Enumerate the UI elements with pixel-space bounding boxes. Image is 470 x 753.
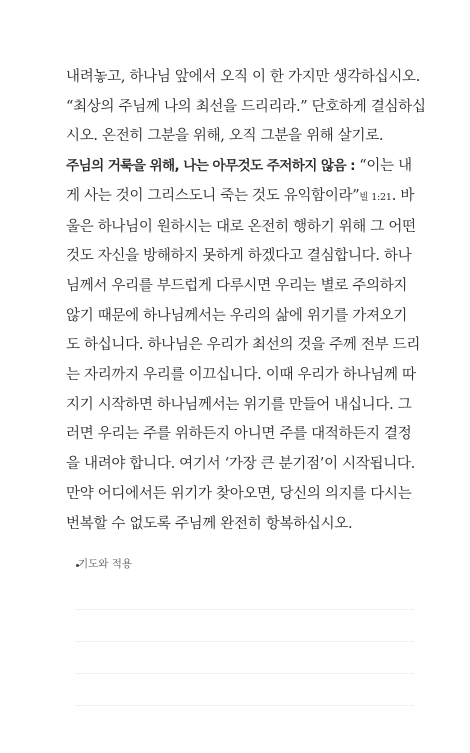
writing-area	[76, 578, 414, 706]
paragraph-line: 님께서 우리를 부드럽게 다루시면 우리는 별로 주의하지	[66, 277, 408, 294]
writing-line	[76, 674, 414, 706]
writing-line	[76, 642, 414, 674]
writing-line	[76, 610, 414, 642]
body-text	[66, 63, 426, 539]
body-line: 내려놓고, 하나님 앞에서 오직 이 한 가지만 생각하십시오.	[66, 69, 421, 85]
writing-line	[76, 578, 414, 610]
paragraph-line: 을 내려야 합니다. 여기서 ‘가장 큰 분기점’이 시작됩니다.	[66, 456, 415, 473]
heading-continuation: “이는 내	[354, 158, 412, 175]
paragraph-line: 지기 시작하면 하나님께서는 위기를 만들어 내십니다. 그	[66, 396, 412, 413]
scripture-reference: 빌 1:21	[359, 191, 392, 203]
section-label: 기도와 적용	[78, 558, 133, 570]
paragraph-line: 않기 때문에 하나님께서는 우리의 삶에 위기를 가져오기	[66, 307, 408, 324]
paragraph-line: 번복할 수 없도록 주님께 완전히 항복하십시오.	[66, 515, 353, 532]
quote-continuation: . 바	[391, 187, 415, 204]
paragraph-heading-line	[66, 152, 416, 182]
paragraph-heading: 주님의 거룩을 위해, 나는 아무것도 주저하지 않음 :	[66, 158, 355, 175]
paragraph-line: 울은 하나님이 원하시는 대로 온전히 행하기 위해 그 어떤	[66, 218, 416, 235]
body-line: 시오. 온전히 그분을 위해, 오직 그분을 위해 살기로.	[66, 128, 384, 145]
paragraph-line: 것도 자신을 방해하지 못하게 하겠다고 결심합니다. 하나	[66, 248, 412, 265]
paragraph-line: 는 자리까지 우리를 이끄십니다. 이때 우리가 하나님께 따	[66, 367, 416, 384]
body-line: “최상의 주님께 나의 최선을 드리리라.” 단호하게 결심하십	[66, 98, 426, 115]
paragraph-line: 러면 우리는 주를 위하든지 아니면 주를 대적하든지 결정	[66, 426, 412, 443]
scripture-quote: 게 사는 것이 그리스도니 죽는 것도 유익함이라”	[66, 187, 360, 204]
paragraph-line: 만약 어디에서든 위기가 찾아오면, 당신의 의지를 다시는	[66, 485, 412, 502]
quote-line	[66, 182, 416, 213]
paragraph-line: 도 하십니다. 하나님은 우리가 최선의 것을 주께 전부 드리	[66, 337, 421, 354]
